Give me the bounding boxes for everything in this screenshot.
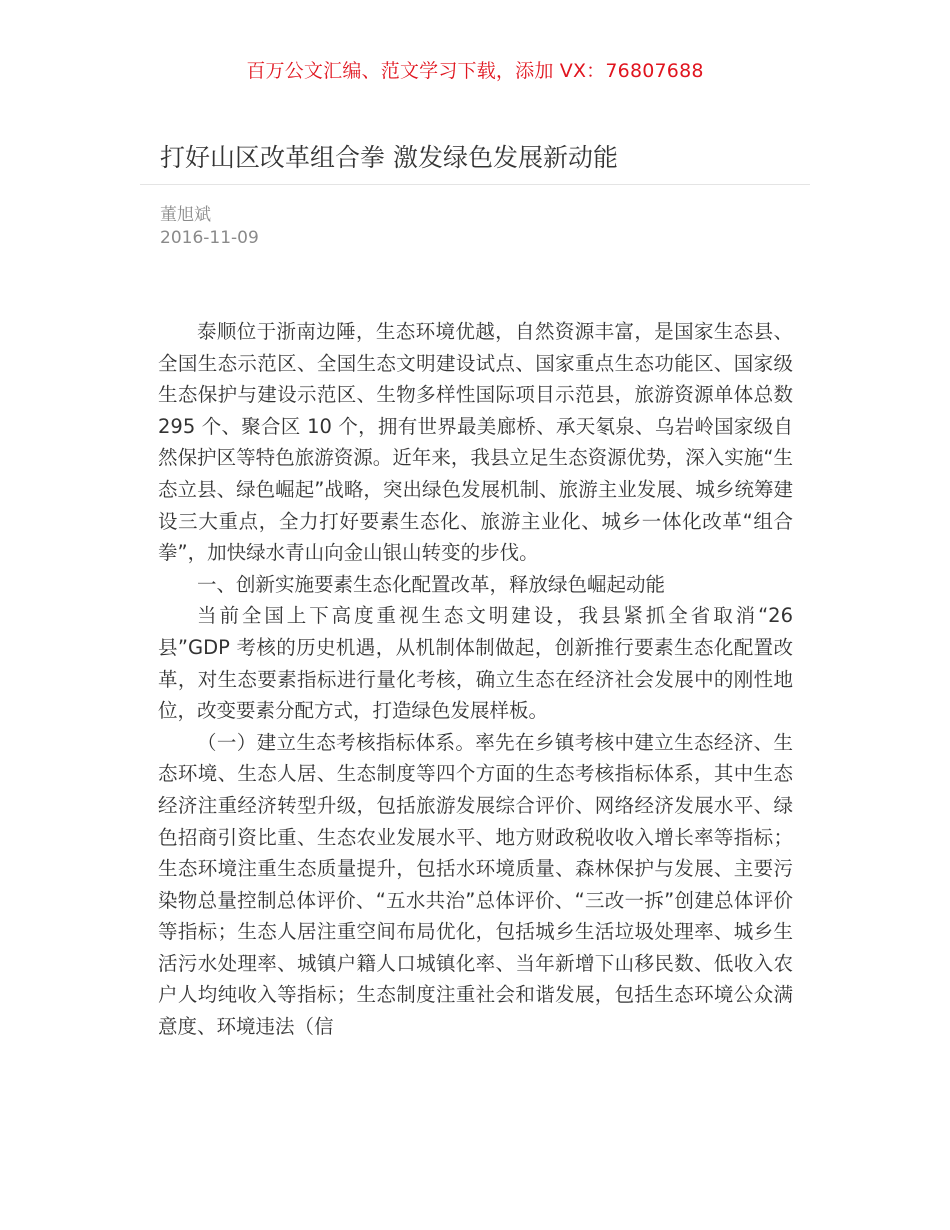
article-body [158,316,793,1043]
paragraph-intro: 泰顺位于浙南边陲，生态环境优越，自然资源丰富，是国家生态县、全国生态示范区、全国生态文明建设试点、国家重点生态功能区、国家级生态保护与建设示范区、生物多样性国际项目示范县，旅游资源单体总数 295 个、聚合区 10 个，拥有世界最美廊桥、承天氡泉、乌岩岭国家级自然保护区等特色旅游资源。近年来，我县立足生态资源优势，深入实施“生态立县、绿色崛起”战略，突出绿色发展机制、旅游主业发展、城乡统筹建设三大重点，全力打好要素生态化、旅游主业化、城乡一体化改革“组合拳”，加快绿水青山向金山银山转变的步伐。 [158,320,793,565]
article-title: 打好山区改革组合拳 激发绿色发展新动能 [160,143,618,172]
section-heading-1: 一、创新实施要素生态化配置改革，释放绿色崛起动能 [197,572,666,596]
title-divider [140,184,810,185]
watermark-banner: 百万公文汇编、范文学习下载，添加 VX：76807688 [246,60,704,82]
article-author: 董旭斌 [160,205,211,225]
paragraph-subsection-1: （一）建立生态考核指标体系。率先在乡镇考核中建立生态经济、生态环境、生态人居、生态制度等四个方面的生态考核指标体系，其中生态经济注重经济转型升级，包括旅游发展综合评价、网络经济发展水平、绿色招商引资比重、生态农业发展水平、地方财政税收收入增长率等指标；生态环境注重生态质量提升，包括水环境质量、森林保护与发展、主要污染物总量控制总体评价、“五水共治”总体评价、“三改一拆”创建总体评价等指标；生态人居注重空间布局优化，包括城乡生活垃圾处理率、城乡生活污水处理率、城镇户籍人口城镇化率、当年新增下山移民数、低收入农户人均纯收入等指标；生态制度注重社会和谐发展，包括生态环境公众满意度、环境违法（信 [158,730,793,1039]
article-date: 2016-11-09 [160,228,259,248]
paragraph-section-1: 当前全国上下高度重视生态文明建设，我县紧抓全省取消“26 县”GDP 考核的历史机遇，从机制体制做起，创新推行要素生态化配置改革，对生态要素指标进行量化考核，确立生态在经济社会发展中的刚性地位，改变要素分配方式，打造绿色发展样板。 [158,604,793,723]
